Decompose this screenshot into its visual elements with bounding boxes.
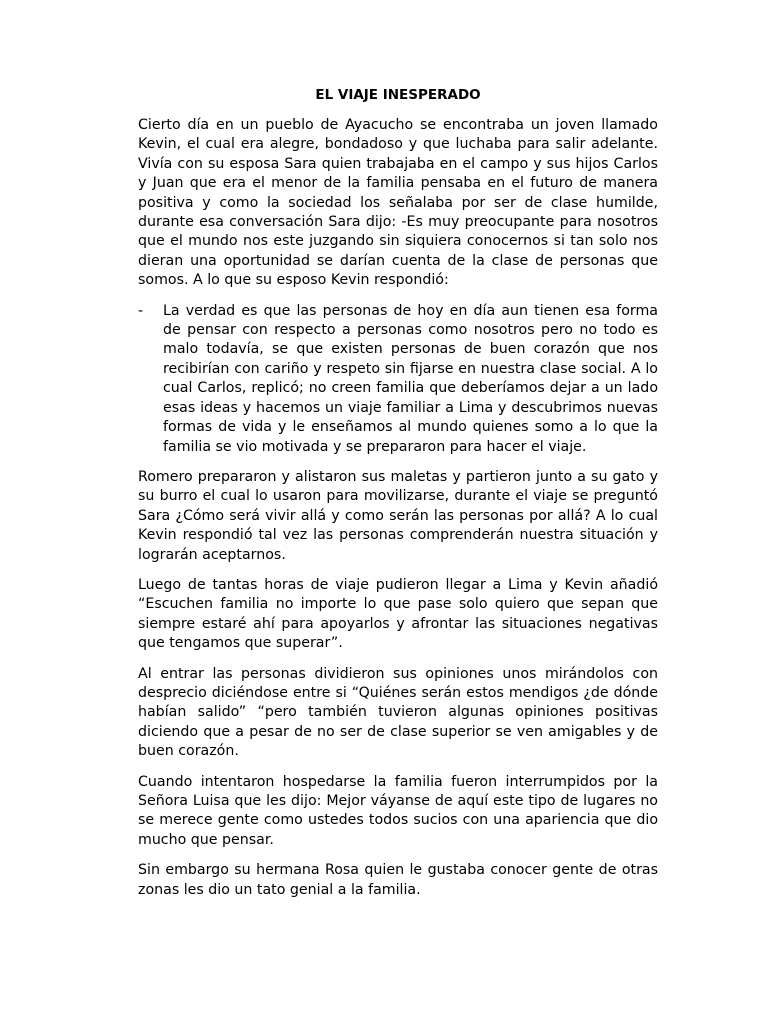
paragraph-journey: Romero prepararon y alistaron sus maletas y partieron junto a su gato y su burro el cual lo usaron para movilizarse, durante el viaje se preguntó Sara ¿Cómo será vivir allá y como serán las personas por allá? A lo cual Kevin respondió tal vez las personas comprenderán nuestra situación y lograrán aceptarnos. [138, 468, 658, 563]
paragraph-opinions: Al entrar las personas dividieron sus opiniones unos mirándolos con desprecio diciéndose entre si “Quiénes serán estos mendigos ¿de dónde habían salido” “pero también tuvieron algunas opiniones positivas diciendo que a pesar de no ser de clase superior se ven amigables y de buen corazón. [138, 665, 658, 760]
paragraph-intro: Cierto día en un pueblo de Ayacucho se encontraba un joven llamado Kevin, el cual era alegre, bondadoso y que luchaba para salir adelante. Vivía con su esposa Sara quien trabajaba en el campo y sus hijos Carlos y Juan que era el menor de la familia pensaba en el futuro de manera positiva y como la sociedad los señalaba por ser de clase humilde, durante esa conversación Sara dijo: -Es muy preocupante para nosotros que el mundo nos este juzgando sin siquiera conocernos si tan solo nos dieran una oportunidad se darían cuenta de la clase de personas que somos. A lo que su esposo Kevin respondió: [138, 117, 658, 289]
dialogue-text: La verdad es que las personas de hoy en día aun tienen esa forma de pensar con respecto a personas como nosotros pero no todo es malo todavía, se que existen personas de buen corazón que nos recibirían con cariño y respeto sin fijarse en nuestra clase social. A lo cual Carlos, replicó; no creen familia que deberíamos dejar a un lado esas ideas y hacemos un viaje familiar a Lima y descubrimos nuevas formas de vida y le enseñamos al mundo quienes somo a lo que la familia se vio motivada y se prepararon para hacer el viaje. [163, 302, 658, 455]
dash-marker: - [138, 302, 144, 319]
document-title: EL VIAJE INESPERADO [315, 87, 481, 103]
document-body [138, 86, 658, 911]
dialogue-list-item [138, 302, 658, 457]
paragraph-ending: Sin embargo su hermana Rosa quien le gustaba conocer gente de otras zonas les dio un tato genial a la familia. [138, 862, 658, 898]
paragraph-arrival: Luego de tantas horas de viaje pudieron llegar a Lima y Kevin añadió “Escuchen familia no importe lo que pase solo quiero que sepan que siempre estaré ahí para apoyarlos y afrontar las situaciones negativas que tengamos que superar”. [138, 576, 658, 652]
paragraph-lodging: Cuando intentaron hospedarse la familia fueron interrumpidos por la Señora Luisa que les dijo: Mejor váyanse de aquí este tipo de lugares no se merece gente como ustedes todos sucios con una apariencia que dio mucho que pensar. [138, 773, 658, 848]
